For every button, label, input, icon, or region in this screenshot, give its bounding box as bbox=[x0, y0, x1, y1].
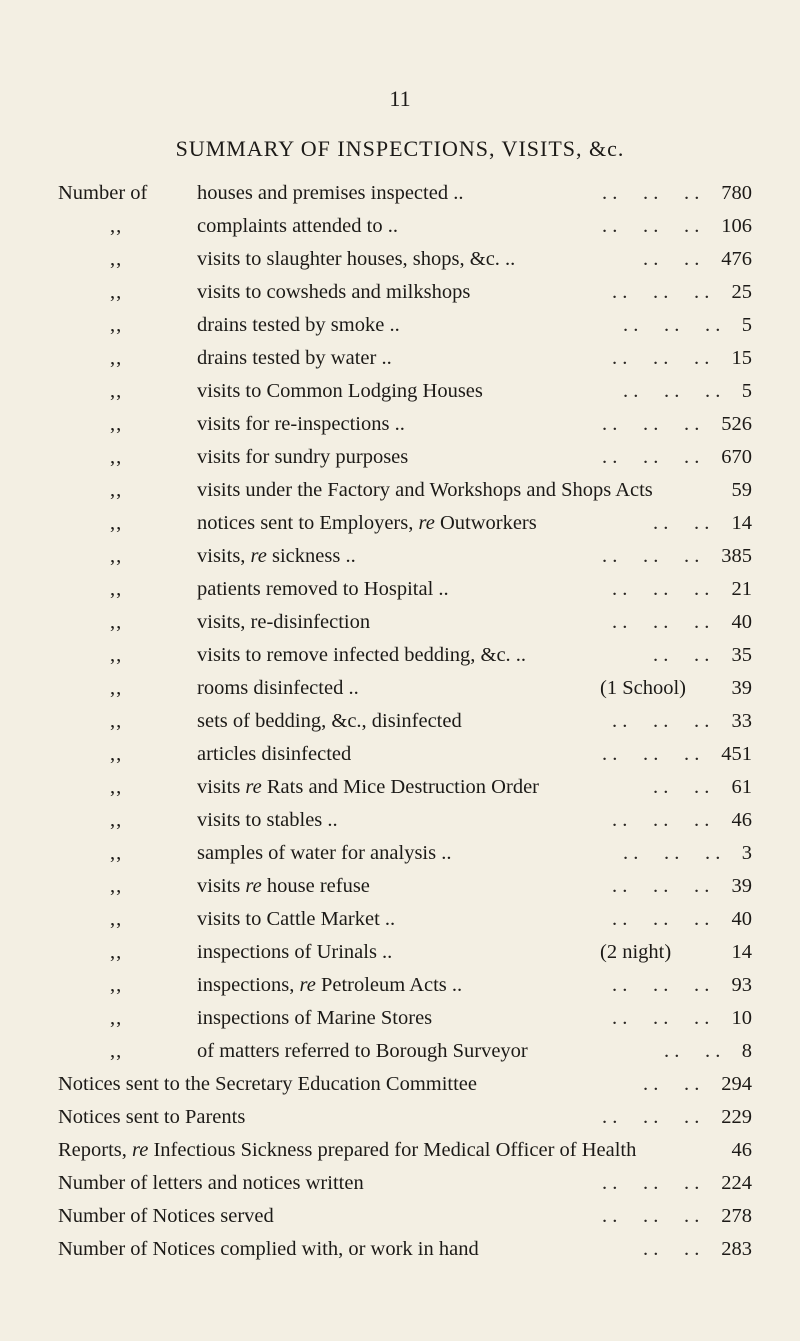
summary-row bbox=[0, 1101, 800, 1134]
ditto-mark: ,, bbox=[110, 743, 123, 765]
row-label: visits, re sickness .. bbox=[197, 545, 356, 567]
row-value: 40 bbox=[731, 611, 752, 633]
ditto-mark: ,, bbox=[110, 512, 123, 534]
summary-row bbox=[0, 210, 800, 243]
ditto-mark: ,, bbox=[110, 248, 123, 270]
ditto-mark: ,, bbox=[110, 776, 123, 798]
summary-row bbox=[0, 1002, 800, 1035]
ditto-mark: ,, bbox=[110, 479, 123, 501]
ditto-mark: ,, bbox=[110, 908, 123, 930]
summary-row bbox=[0, 507, 800, 540]
row-note: (2 night) bbox=[600, 941, 672, 963]
ditto-mark: ,, bbox=[110, 842, 123, 864]
ditto-mark: ,, bbox=[110, 347, 123, 369]
row-label: Number of Notices served bbox=[58, 1205, 274, 1227]
row-label: Number of letters and notices written bbox=[58, 1172, 364, 1194]
page-title: SUMMARY OF INSPECTIONS, VISITS, &c. bbox=[175, 136, 625, 161]
row-label: visits to cowsheds and milkshops bbox=[197, 281, 471, 303]
dot-leader: . . . . bbox=[643, 1073, 700, 1095]
summary-list bbox=[0, 177, 800, 1266]
summary-row bbox=[0, 375, 800, 408]
summary-row bbox=[0, 309, 800, 342]
summary-row bbox=[0, 903, 800, 936]
row-label: visits to Cattle Market .. bbox=[197, 908, 396, 930]
row-label: inspections of Marine Stores bbox=[197, 1007, 433, 1029]
row-label: visits, re-disinfection bbox=[197, 611, 371, 633]
row-value: 106 bbox=[721, 215, 752, 237]
row-value: 59 bbox=[731, 479, 752, 501]
row-value: 15 bbox=[731, 347, 752, 369]
ditto-mark: ,, bbox=[110, 710, 123, 732]
dot-leader: . . . . . . bbox=[602, 743, 700, 765]
ditto-mark: ,, bbox=[110, 545, 123, 567]
row-prefix: Number of bbox=[58, 182, 148, 204]
ditto-mark: ,, bbox=[110, 281, 123, 303]
row-label: visits re house refuse bbox=[197, 875, 370, 897]
row-value: 385 bbox=[721, 545, 752, 567]
ditto-mark: ,, bbox=[110, 611, 123, 633]
row-label: inspections, re Petroleum Acts .. bbox=[197, 974, 463, 996]
row-value: 5 bbox=[741, 380, 752, 402]
row-note: (1 School) bbox=[600, 677, 686, 699]
row-value: 451 bbox=[721, 743, 752, 765]
row-value: 5 bbox=[741, 314, 752, 336]
summary-row bbox=[0, 243, 800, 276]
row-label: drains tested by smoke .. bbox=[197, 314, 400, 336]
row-value: 526 bbox=[721, 413, 752, 435]
dot-leader: . . . . . . bbox=[612, 578, 710, 600]
row-label: drains tested by water .. bbox=[197, 347, 392, 369]
row-value: 46 bbox=[731, 1139, 752, 1161]
dot-leader: . . . . . . bbox=[602, 215, 700, 237]
row-label: visits for sundry purposes bbox=[197, 446, 409, 468]
row-label: houses and premises inspected .. bbox=[197, 182, 464, 204]
dot-leader: . . . . . . bbox=[602, 1106, 700, 1128]
ditto-mark: ,, bbox=[110, 644, 123, 666]
ditto-mark: ,, bbox=[110, 215, 123, 237]
summary-row bbox=[0, 1233, 800, 1266]
dot-leader: . . . . . . bbox=[602, 413, 700, 435]
row-value: 283 bbox=[721, 1238, 752, 1260]
summary-row bbox=[0, 441, 800, 474]
row-label: visits to Common Lodging Houses bbox=[197, 380, 483, 402]
dot-leader: . . . . . . bbox=[623, 314, 721, 336]
summary-row bbox=[0, 177, 800, 210]
summary-row bbox=[0, 1200, 800, 1233]
row-value: 780 bbox=[721, 182, 752, 204]
row-value: 40 bbox=[731, 908, 752, 930]
row-value: 25 bbox=[731, 281, 752, 303]
dot-leader: . . . . . . bbox=[612, 281, 710, 303]
dot-leader: . . . . . . bbox=[612, 809, 710, 831]
row-label: inspections of Urinals .. bbox=[197, 941, 393, 963]
ditto-mark: ,, bbox=[110, 677, 123, 699]
summary-row bbox=[0, 540, 800, 573]
row-value: 10 bbox=[731, 1007, 752, 1029]
summary-row bbox=[0, 276, 800, 309]
summary-row bbox=[0, 969, 800, 1002]
summary-row bbox=[0, 672, 800, 705]
dot-leader: . . . . . . bbox=[602, 446, 700, 468]
summary-row bbox=[0, 936, 800, 969]
summary-row bbox=[0, 1134, 800, 1167]
ditto-mark: ,, bbox=[110, 314, 123, 336]
row-value: 14 bbox=[731, 512, 752, 534]
summary-row bbox=[0, 837, 800, 870]
dot-leader: . . . . bbox=[653, 512, 710, 534]
dot-leader: . . . . bbox=[643, 248, 700, 270]
row-label: visits to stables .. bbox=[197, 809, 338, 831]
ditto-mark: ,, bbox=[110, 875, 123, 897]
row-label: visits to remove infected bedding, &c. .. bbox=[197, 644, 527, 666]
dot-leader: . . . . . . bbox=[602, 1172, 700, 1194]
row-label: visits for re-inspections .. bbox=[197, 413, 405, 435]
row-value: 476 bbox=[721, 248, 752, 270]
ditto-mark: ,, bbox=[110, 941, 123, 963]
dot-leader: . . . . . . bbox=[602, 1205, 700, 1227]
ditto-mark: ,, bbox=[110, 809, 123, 831]
row-value: 278 bbox=[721, 1205, 752, 1227]
summary-row bbox=[0, 870, 800, 903]
summary-row bbox=[0, 342, 800, 375]
dot-leader: . . . . bbox=[653, 644, 710, 666]
dot-leader: . . . . bbox=[664, 1040, 721, 1062]
ditto-mark: ,, bbox=[110, 1007, 123, 1029]
summary-row bbox=[0, 408, 800, 441]
row-value: 61 bbox=[731, 776, 752, 798]
row-label: of matters referred to Borough Surveyor bbox=[197, 1040, 528, 1062]
ditto-mark: ,, bbox=[110, 1040, 123, 1062]
row-label: patients removed to Hospital .. bbox=[197, 578, 449, 600]
dot-leader: . . . . . . bbox=[612, 611, 710, 633]
row-value: 39 bbox=[731, 677, 752, 699]
row-label: Notices sent to the Secretary Education Committee bbox=[58, 1073, 477, 1095]
dot-leader: . . . . . . bbox=[623, 842, 721, 864]
row-value: 39 bbox=[731, 875, 752, 897]
page-number: 11 bbox=[389, 86, 411, 111]
dot-leader: . . . . . . bbox=[602, 182, 700, 204]
row-label: visits to slaughter houses, shops, &c. .. bbox=[197, 248, 516, 270]
ditto-mark: ,, bbox=[110, 380, 123, 402]
dot-leader: . . . . . . bbox=[623, 380, 721, 402]
row-label: complaints attended to .. bbox=[197, 215, 398, 237]
ditto-mark: ,, bbox=[110, 446, 123, 468]
row-value: 8 bbox=[741, 1040, 752, 1062]
summary-row bbox=[0, 738, 800, 771]
dot-leader: . . . . . . bbox=[612, 710, 710, 732]
row-label: Notices sent to Parents bbox=[58, 1106, 246, 1128]
dot-leader: . . . . bbox=[653, 776, 710, 798]
row-value: 224 bbox=[721, 1172, 752, 1194]
dot-leader: . . . . . . bbox=[612, 908, 710, 930]
row-label: articles disinfected bbox=[197, 743, 352, 765]
summary-row bbox=[0, 804, 800, 837]
dot-leader: . . . . . . bbox=[612, 1007, 710, 1029]
row-value: 229 bbox=[721, 1106, 752, 1128]
row-value: 93 bbox=[731, 974, 752, 996]
dot-leader: . . . . . . bbox=[612, 974, 710, 996]
dot-leader: . . . . . . bbox=[602, 545, 700, 567]
summary-row bbox=[0, 1167, 800, 1200]
summary-row bbox=[0, 1035, 800, 1068]
row-value: 46 bbox=[731, 809, 752, 831]
summary-row bbox=[0, 705, 800, 738]
row-value: 294 bbox=[721, 1073, 752, 1095]
row-value: 3 bbox=[741, 842, 752, 864]
summary-row bbox=[0, 606, 800, 639]
row-label: visits under the Factory and Workshops and Shops Acts bbox=[197, 479, 653, 501]
ditto-mark: ,, bbox=[110, 578, 123, 600]
row-value: 670 bbox=[721, 446, 752, 468]
row-value: 33 bbox=[731, 710, 752, 732]
summary-row bbox=[0, 771, 800, 804]
row-label: Reports, re Infectious Sickness prepared for Medical Officer of Health bbox=[58, 1139, 637, 1161]
dot-leader: . . . . bbox=[643, 1238, 700, 1260]
row-value: 21 bbox=[731, 578, 752, 600]
row-label: samples of water for analysis .. bbox=[197, 842, 452, 864]
dot-leader: . . . . . . bbox=[612, 347, 710, 369]
ditto-mark: ,, bbox=[110, 974, 123, 996]
summary-row bbox=[0, 474, 800, 507]
row-label: rooms disinfected .. bbox=[197, 677, 359, 699]
row-label: notices sent to Employers, re Outworkers bbox=[197, 512, 537, 534]
row-label: Number of Notices complied with, or work in hand bbox=[58, 1238, 479, 1260]
row-value: 35 bbox=[731, 644, 752, 666]
row-value: 14 bbox=[731, 941, 752, 963]
ditto-mark: ,, bbox=[110, 413, 123, 435]
summary-row bbox=[0, 1068, 800, 1101]
row-label: visits re Rats and Mice Destruction Order bbox=[197, 776, 539, 798]
row-label: sets of bedding, &c., disinfected bbox=[197, 710, 462, 732]
summary-row bbox=[0, 639, 800, 672]
dot-leader: . . . . . . bbox=[612, 875, 710, 897]
summary-row bbox=[0, 573, 800, 606]
